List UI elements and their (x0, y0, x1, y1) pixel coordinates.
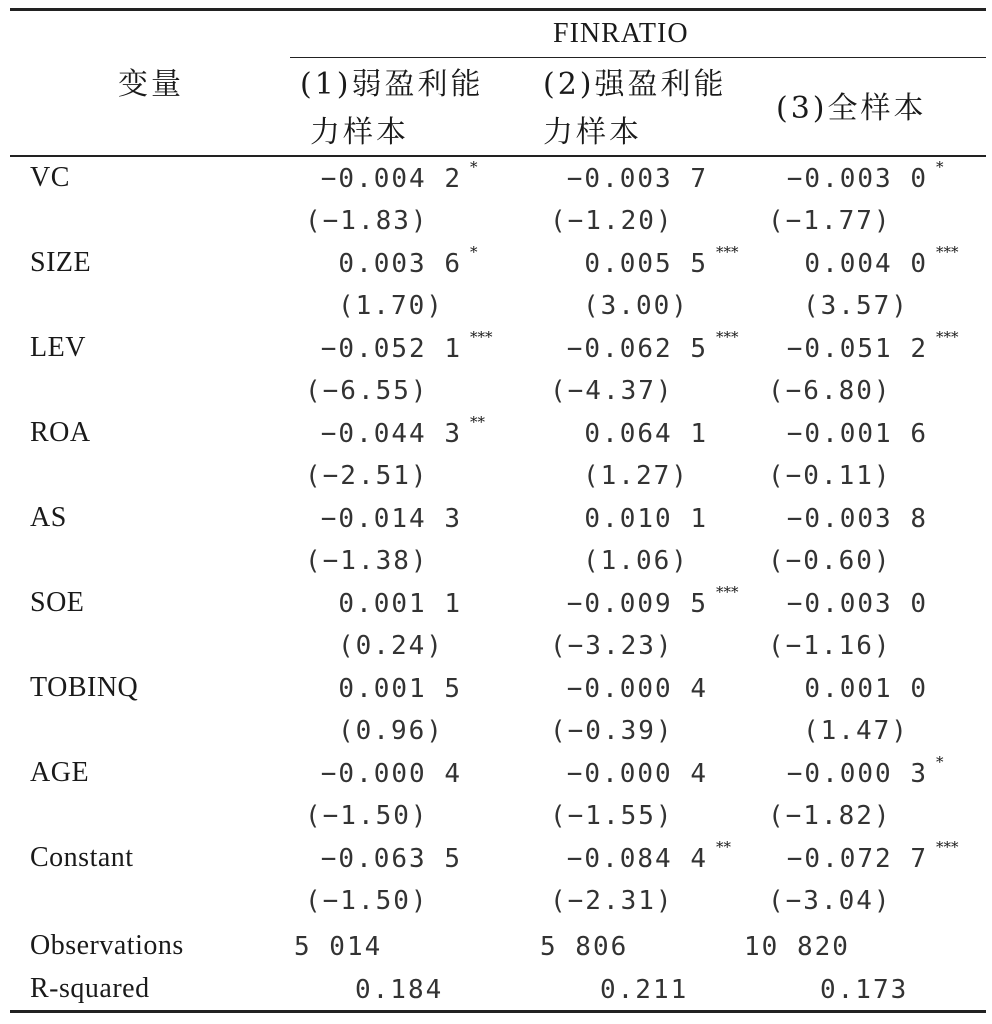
significance-stars: ** (470, 413, 485, 431)
coef-col2 (567, 336, 708, 362)
significance-stars: *** (716, 243, 739, 261)
row-label: SOE (30, 587, 85, 618)
top-rule (10, 8, 986, 11)
col2-header-line2: 力样本 (543, 115, 642, 150)
coef-col2 (567, 761, 708, 787)
coef-col1 (321, 166, 462, 192)
rsquared-col2: 0.211 (600, 975, 689, 1005)
t-stat-col1: (−1.83) (305, 206, 429, 236)
coef-col3 (787, 421, 928, 447)
t-stat-col2: (1.06) (583, 546, 689, 576)
coef-value: −0.014 3 (320, 504, 462, 534)
coef-col3 (787, 761, 928, 787)
significance-stars: *** (936, 328, 959, 346)
t-stat-col2: (−2.31) (550, 886, 674, 916)
coef-value: 0.001 1 (338, 589, 462, 619)
t-stat-col3: (3.57) (803, 291, 909, 321)
row-label: ROA (30, 417, 91, 448)
coef-value: 0.010 1 (584, 504, 708, 534)
coef-value: 0.001 5 (338, 674, 462, 704)
t-stat-col1: (−1.50) (305, 886, 429, 916)
t-stat-col2: (1.27) (583, 461, 689, 491)
coef-value: −0.000 4 (566, 759, 708, 789)
coef-col3 (787, 846, 928, 872)
observations-label: Observations (30, 930, 184, 961)
rsquared-col3: 0.173 (820, 975, 909, 1005)
coef-value: −0.003 7 (566, 164, 708, 194)
coef-col2 (584, 421, 708, 447)
col3-header: (3)全样本 (776, 91, 927, 126)
t-stat-col2: (−1.20) (550, 206, 674, 236)
t-stat-col3: (−1.16) (768, 631, 892, 661)
significance-stars: *** (470, 328, 493, 346)
coef-value: −0.062 5 (566, 334, 708, 364)
coef-col3 (804, 676, 928, 702)
significance-stars: *** (936, 838, 959, 856)
row-label: SIZE (30, 247, 92, 278)
observations-col3: 10 820 (744, 932, 850, 962)
significance-stars: *** (716, 583, 739, 601)
coef-col1 (338, 591, 462, 617)
coef-value: 0.001 0 (804, 674, 928, 704)
t-stat-col3: (−0.60) (768, 546, 892, 576)
row-label: AGE (30, 757, 90, 788)
t-stat-col1: (−2.51) (305, 461, 429, 491)
coef-value: 0.064 1 (584, 419, 708, 449)
coef-col2 (584, 251, 708, 277)
t-stat-col1: (−1.38) (305, 546, 429, 576)
coef-col1 (321, 761, 462, 787)
t-stat-col1: (0.24) (338, 631, 444, 661)
coef-value: −0.000 3 (786, 759, 928, 789)
t-stat-col2: (−4.37) (550, 376, 674, 406)
rsquared-label: R-squared (30, 973, 150, 1004)
observations-col2: 5 806 (540, 932, 629, 962)
coef-col1 (321, 846, 462, 872)
bottom-rule (10, 1010, 986, 1013)
coef-col3 (787, 591, 928, 617)
coef-col3 (787, 506, 928, 532)
coef-col1 (338, 251, 462, 277)
significance-stars: * (936, 158, 944, 176)
significance-stars: *** (936, 243, 959, 261)
coef-value: −0.009 5 (566, 589, 708, 619)
significance-stars: *** (716, 328, 739, 346)
t-stat-col1: (1.70) (338, 291, 444, 321)
header-rule (10, 155, 986, 157)
coef-value: −0.084 4 (566, 844, 708, 874)
row-label: AS (30, 502, 67, 533)
coef-col2 (567, 166, 708, 192)
coef-col2 (567, 676, 708, 702)
observations-col1: 5 014 (294, 932, 383, 962)
t-stat-col3: (1.47) (803, 716, 909, 746)
t-stat-col3: (−3.04) (768, 886, 892, 916)
coef-value: −0.044 3 (320, 419, 462, 449)
coef-col3 (787, 166, 928, 192)
significance-stars: * (470, 158, 478, 176)
col1-header-line1: (1)弱盈利能 (300, 67, 484, 102)
coef-value: 0.005 5 (584, 249, 708, 279)
t-stat-col2: (−3.23) (550, 631, 674, 661)
t-stat-col1: (0.96) (338, 716, 444, 746)
rsquared-col1: 0.184 (355, 975, 444, 1005)
coef-col2 (584, 506, 708, 532)
coef-value: −0.003 8 (786, 504, 928, 534)
col1-header-line2: 力样本 (310, 115, 409, 150)
coef-value: −0.000 4 (566, 674, 708, 704)
coef-value: −0.052 1 (320, 334, 462, 364)
t-stat-col3: (−6.80) (768, 376, 892, 406)
row-label: VC (30, 162, 70, 193)
coef-value: −0.003 0 (786, 589, 928, 619)
coef-value: −0.001 6 (786, 419, 928, 449)
significance-stars: * (470, 243, 478, 261)
t-stat-col1: (−1.50) (305, 801, 429, 831)
group-header: FINRATIO (553, 18, 689, 49)
row-label: TOBINQ (30, 672, 139, 703)
t-stat-col1: (−6.55) (305, 376, 429, 406)
coef-value: −0.051 2 (786, 334, 928, 364)
t-stat-col3: (−0.11) (768, 461, 892, 491)
coef-col1 (338, 676, 462, 702)
row-label: LEV (30, 332, 86, 363)
t-stat-col2: (−1.55) (550, 801, 674, 831)
coef-value: −0.000 4 (320, 759, 462, 789)
coef-value: −0.072 7 (786, 844, 928, 874)
coef-value: 0.004 0 (804, 249, 928, 279)
coef-col1 (321, 336, 462, 362)
coef-value: −0.004 2 (320, 164, 462, 194)
significance-stars: ** (716, 838, 731, 856)
group-rule (290, 57, 986, 58)
coef-col2 (567, 591, 708, 617)
col2-header-line1: (2)强盈利能 (543, 67, 727, 102)
coef-value: −0.003 0 (786, 164, 928, 194)
coef-value: −0.063 5 (320, 844, 462, 874)
coef-col1 (321, 506, 462, 532)
coef-col3 (804, 251, 928, 277)
coef-value: 0.003 6 (338, 249, 462, 279)
variable-header: 变量 (118, 67, 184, 102)
t-stat-col2: (3.00) (583, 291, 689, 321)
coef-col2 (567, 846, 708, 872)
t-stat-col3: (−1.82) (768, 801, 892, 831)
coef-col1 (321, 421, 462, 447)
row-label: Constant (30, 842, 134, 873)
coef-col3 (787, 336, 928, 362)
significance-stars: * (936, 753, 944, 771)
t-stat-col2: (−0.39) (550, 716, 674, 746)
t-stat-col3: (−1.77) (768, 206, 892, 236)
